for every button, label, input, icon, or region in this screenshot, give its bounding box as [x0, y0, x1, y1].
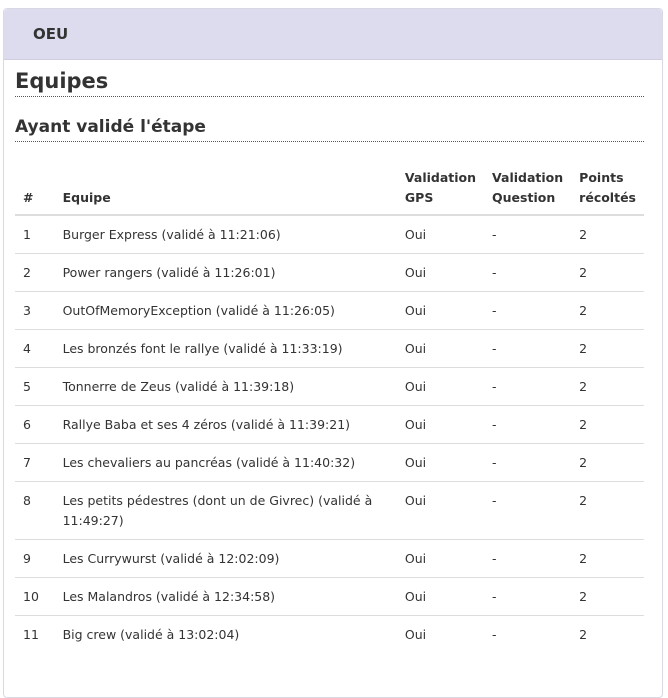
- cell-validation-gps: Oui: [397, 444, 484, 482]
- cell-team: Les Malandros (validé à 12:34:58): [55, 578, 397, 616]
- cell-points: 2: [571, 330, 644, 368]
- cell-team: Big crew (validé à 13:02:04): [55, 616, 397, 654]
- table-row: [15, 254, 644, 292]
- table-row: [15, 406, 644, 444]
- cell-team: Les bronzés font le rallye (validé à 11:33:19): [55, 330, 397, 368]
- table-header-row: [15, 165, 644, 215]
- table-row: [15, 368, 644, 406]
- table-row: [15, 215, 644, 254]
- column-header-points: Points récoltés: [571, 165, 644, 215]
- cell-validation-question: -: [484, 616, 571, 654]
- cell-validation-question: -: [484, 444, 571, 482]
- header-title: OEU: [33, 25, 69, 43]
- cell-team: Power rangers (validé à 11:26:01): [55, 254, 397, 292]
- cell-validation-gps: Oui: [397, 482, 484, 540]
- cell-team: Les petits pédestres (dont un de Givrec) (validé à 11:49:27): [55, 482, 397, 540]
- cell-validation-gps: Oui: [397, 540, 484, 578]
- cell-validation-gps: Oui: [397, 578, 484, 616]
- cell-team: OutOfMemoryException (validé à 11:26:05): [55, 292, 397, 330]
- cell-rank: 9: [15, 540, 55, 578]
- table-row: [15, 444, 644, 482]
- cell-rank: 5: [15, 368, 55, 406]
- cell-validation-question: -: [484, 482, 571, 540]
- cell-rank: 10: [15, 578, 55, 616]
- cell-rank: 6: [15, 406, 55, 444]
- teams-table: [15, 165, 644, 653]
- cell-validation-question: -: [484, 215, 571, 254]
- cell-team: Les Currywurst (validé à 12:02:09): [55, 540, 397, 578]
- cell-points: 2: [571, 254, 644, 292]
- table-row: [15, 616, 644, 654]
- cell-points: 2: [571, 482, 644, 540]
- cell-validation-gps: Oui: [397, 406, 484, 444]
- cell-points: 2: [571, 540, 644, 578]
- cell-rank: 11: [15, 616, 55, 654]
- cell-rank: 4: [15, 330, 55, 368]
- cell-points: 2: [571, 292, 644, 330]
- table-row: [15, 482, 644, 540]
- cell-validation-question: -: [484, 406, 571, 444]
- cell-points: 2: [571, 368, 644, 406]
- column-header-validation-question: Validation Question: [484, 165, 571, 215]
- cell-points: 2: [571, 444, 644, 482]
- cell-validation-gps: Oui: [397, 368, 484, 406]
- cell-rank: 7: [15, 444, 55, 482]
- cell-rank: 8: [15, 482, 55, 540]
- cell-team: Les chevaliers au pancréas (validé à 11:40:32): [55, 444, 397, 482]
- cell-validation-question: -: [484, 330, 571, 368]
- table-row: [15, 292, 644, 330]
- section-title: Ayant validé l'étape: [15, 116, 644, 142]
- cell-validation-gps: Oui: [397, 616, 484, 654]
- cell-points: 2: [571, 406, 644, 444]
- table-row: [15, 578, 644, 616]
- cell-validation-gps: Oui: [397, 292, 484, 330]
- cell-rank: 1: [15, 215, 55, 254]
- cell-rank: 3: [15, 292, 55, 330]
- cell-validation-question: -: [484, 540, 571, 578]
- cell-team: Rallye Baba et ses 4 zéros (validé à 11:39:21): [55, 406, 397, 444]
- table-row: [15, 540, 644, 578]
- cell-validation-question: -: [484, 254, 571, 292]
- cell-validation-question: -: [484, 578, 571, 616]
- cell-validation-gps: Oui: [397, 215, 484, 254]
- cell-validation-question: -: [484, 292, 571, 330]
- cell-team: Burger Express (validé à 11:21:06): [55, 215, 397, 254]
- cell-points: 2: [571, 616, 644, 654]
- table-row: [15, 330, 644, 368]
- cell-points: 2: [571, 215, 644, 254]
- cell-validation-gps: Oui: [397, 254, 484, 292]
- column-header-team: Equipe: [55, 165, 397, 215]
- column-header-rank: #: [15, 165, 55, 215]
- cell-validation-gps: Oui: [397, 330, 484, 368]
- page-title: Equipes: [15, 68, 644, 97]
- cell-team: Tonnerre de Zeus (validé à 11:39:18): [55, 368, 397, 406]
- cell-rank: 2: [15, 254, 55, 292]
- cell-validation-question: -: [484, 368, 571, 406]
- cell-points: 2: [571, 578, 644, 616]
- column-header-validation-gps: Validation GPS: [397, 165, 484, 215]
- panel-header: [4, 9, 662, 60]
